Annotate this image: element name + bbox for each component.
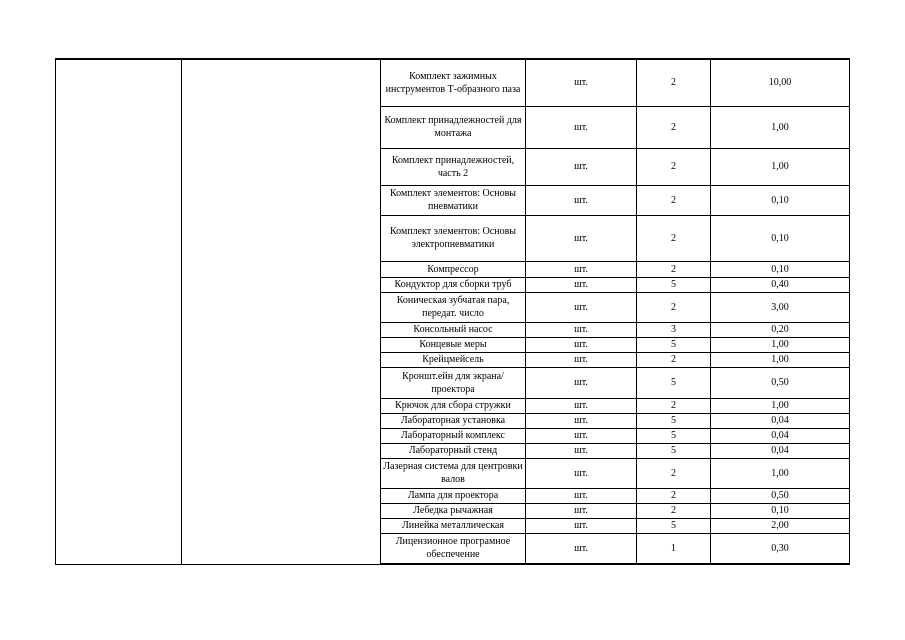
- item-name: Лабораторная установка: [381, 413, 526, 428]
- item-name: Лабораторный стенд: [381, 443, 526, 458]
- item-value: 0,10: [711, 503, 850, 518]
- item-quantity: 2: [637, 503, 711, 518]
- item-value: 0,20: [711, 322, 850, 337]
- item-unit: шт.: [526, 533, 637, 564]
- item-quantity: 2: [637, 488, 711, 503]
- item-quantity: 3: [637, 322, 711, 337]
- item-quantity: 2: [637, 458, 711, 488]
- item-unit: шт.: [526, 292, 637, 322]
- item-quantity: 2: [637, 106, 711, 148]
- item-unit: шт.: [526, 59, 637, 106]
- item-unit: шт.: [526, 261, 637, 277]
- item-name: Крючок для сбора стружки: [381, 398, 526, 413]
- item-value: 1,00: [711, 106, 850, 148]
- item-name: Комплект зажимных инструментов Т-образного паза: [381, 59, 526, 106]
- item-value: 1,00: [711, 398, 850, 413]
- item-unit: шт.: [526, 398, 637, 413]
- item-name: Линейка металлическая: [381, 518, 526, 533]
- item-value: 0,04: [711, 428, 850, 443]
- item-value: 1,00: [711, 337, 850, 352]
- item-name: Кондуктор для сборки труб: [381, 277, 526, 292]
- item-unit: шт.: [526, 215, 637, 261]
- item-unit: шт.: [526, 277, 637, 292]
- item-quantity: 2: [637, 215, 711, 261]
- item-name: Комплект элементов: Основы электропневматики: [381, 215, 526, 261]
- item-quantity: 5: [637, 337, 711, 352]
- item-quantity: 5: [637, 413, 711, 428]
- item-value: 0,40: [711, 277, 850, 292]
- item-unit: шт.: [526, 337, 637, 352]
- item-value: 0,30: [711, 533, 850, 564]
- item-unit: шт.: [526, 413, 637, 428]
- item-value: 0,50: [711, 367, 850, 398]
- item-quantity: 5: [637, 428, 711, 443]
- item-value: 0,50: [711, 488, 850, 503]
- item-value: 10,00: [711, 59, 850, 106]
- item-quantity: 2: [637, 261, 711, 277]
- item-unit: шт.: [526, 106, 637, 148]
- item-name: Концевые меры: [381, 337, 526, 352]
- item-quantity: 1: [637, 533, 711, 564]
- item-quantity: 2: [637, 148, 711, 185]
- item-unit: шт.: [526, 488, 637, 503]
- item-value: 3,00: [711, 292, 850, 322]
- blank-cell-left: [56, 59, 182, 564]
- item-quantity: 2: [637, 398, 711, 413]
- item-quantity: 2: [637, 185, 711, 215]
- item-value: 0,10: [711, 261, 850, 277]
- item-quantity: 5: [637, 443, 711, 458]
- item-quantity: 2: [637, 59, 711, 106]
- item-value: 1,00: [711, 148, 850, 185]
- item-name: Лабораторный комплекс: [381, 428, 526, 443]
- item-name: Лицензионное програмное обеспечение: [381, 533, 526, 564]
- table-row: [56, 59, 850, 106]
- item-unit: шт.: [526, 458, 637, 488]
- item-quantity: 5: [637, 518, 711, 533]
- item-unit: шт.: [526, 148, 637, 185]
- item-unit: шт.: [526, 367, 637, 398]
- item-value: 0,04: [711, 413, 850, 428]
- item-value: 0,10: [711, 215, 850, 261]
- item-quantity: 5: [637, 367, 711, 398]
- item-quantity: 2: [637, 352, 711, 367]
- item-name: Крейцмейсель: [381, 352, 526, 367]
- item-unit: шт.: [526, 428, 637, 443]
- item-quantity: 2: [637, 292, 711, 322]
- item-unit: шт.: [526, 443, 637, 458]
- item-name: Комплект принадлежностей, часть 2: [381, 148, 526, 185]
- item-name: Консольный насос: [381, 322, 526, 337]
- item-name: Комплект элементов: Основы пневматики: [381, 185, 526, 215]
- item-value: 1,00: [711, 458, 850, 488]
- item-name: Комплект принадлежностей для монтажа: [381, 106, 526, 148]
- equipment-table: [55, 58, 850, 565]
- equipment-table-body: [56, 59, 850, 564]
- item-value: 0,04: [711, 443, 850, 458]
- item-unit: шт.: [526, 352, 637, 367]
- item-value: 0,10: [711, 185, 850, 215]
- item-name: Лазерная система для центровки валов: [381, 458, 526, 488]
- item-unit: шт.: [526, 503, 637, 518]
- item-quantity: 5: [637, 277, 711, 292]
- item-name: Кроншт.ейн для экрана/ проектора: [381, 367, 526, 398]
- item-name: Компрессор: [381, 261, 526, 277]
- item-name: Лебедка рычажная: [381, 503, 526, 518]
- item-value: 1,00: [711, 352, 850, 367]
- item-unit: шт.: [526, 185, 637, 215]
- item-name: Лампа для проектора: [381, 488, 526, 503]
- item-name: Коническая зубчатая пара, передат. число: [381, 292, 526, 322]
- item-value: 2,00: [711, 518, 850, 533]
- item-unit: шт.: [526, 518, 637, 533]
- blank-cell-middle: [182, 59, 381, 564]
- item-unit: шт.: [526, 322, 637, 337]
